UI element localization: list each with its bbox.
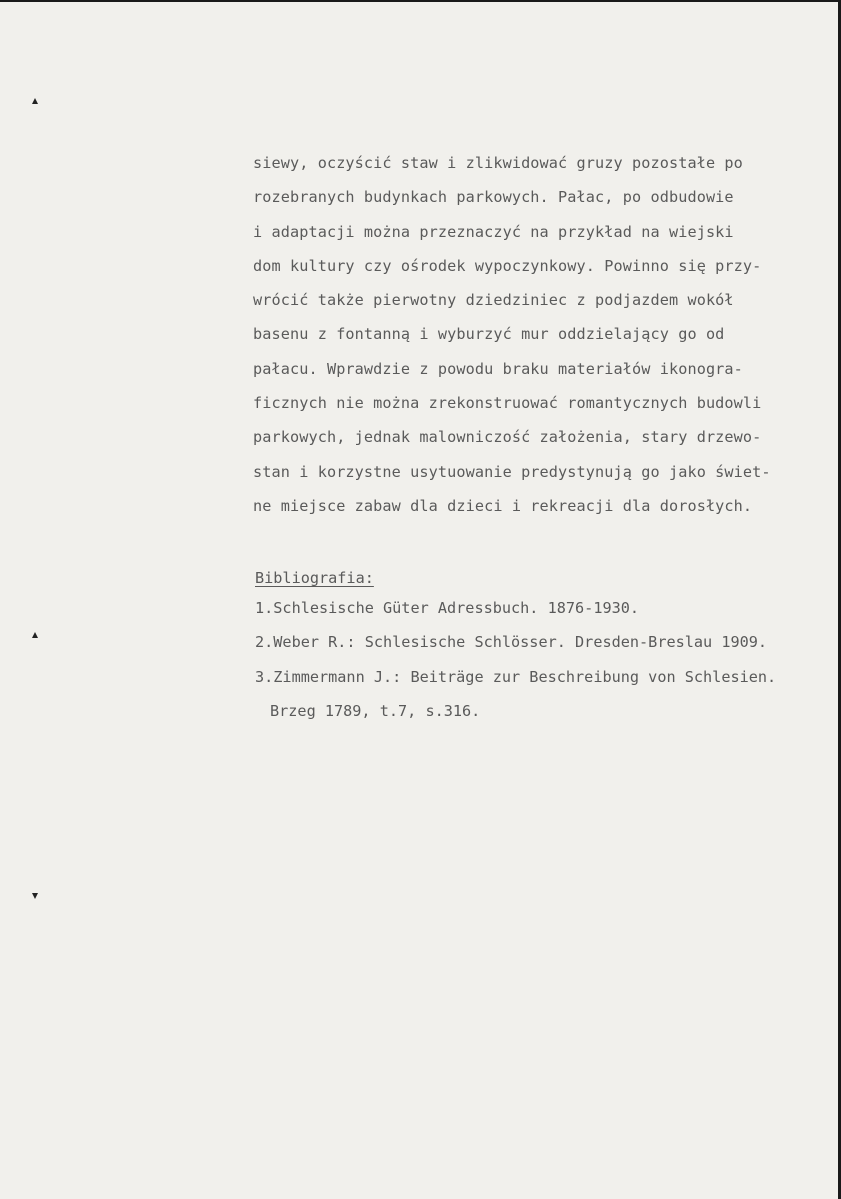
text-line: ne miejsce zabaw dla dzieci i rekreacji dla dorosłych. [253,496,753,515]
margin-mark [32,98,38,104]
margin-mark [32,893,38,899]
bibliography-entry: 1.Schlesische Güter Adressbuch. 1876-1930. [255,599,640,617]
bibliography-list [255,595,835,732]
margin-mark [32,632,38,638]
text-line: dom kultury czy ośrodek wypoczynkowy. Powinno się przy- [253,256,762,275]
bibliography-entry-continuation: Brzeg 1789, t.7, s.316. [270,701,481,720]
text-line: wrócić także pierwotny dziedziniec z podjazdem wokół [253,291,734,310]
text-line: stan i korzystne usytuowanie predystynują go jako świet- [253,462,771,481]
body-paragraph [253,150,828,527]
bibliography-entry: 3.Zimmermann J.: Beiträge zur Beschreibung von Schlesien. [255,667,777,686]
text-line: parkowych, jednak malowniczość założenia, stary drzewo- [253,428,762,447]
bibliography-heading: Bibliografia: [255,569,374,587]
text-line: pałacu. Wprawdzie z powodu braku materiałów ikonogra- [253,359,743,378]
text-line: basenu z fontanną i wyburzyć mur oddzielający go od [253,325,725,344]
bibliography-section [255,565,835,732]
text-line: siewy, oczyścić staw i zlikwidować gruzy pozostałe po [253,154,743,172]
text-line: rozebranych budynkach parkowych. Pałac, po odbudowie [253,188,734,207]
bibliography-entry: 2.Weber R.: Schlesische Schlösser. Dresden-Breslau 1909. [255,633,768,652]
text-line: ficznych nie można zrekonstruować romantycznych budowli [253,394,762,413]
text-line: i adaptacji można przeznaczyć na przykład na wiejski [253,222,734,241]
